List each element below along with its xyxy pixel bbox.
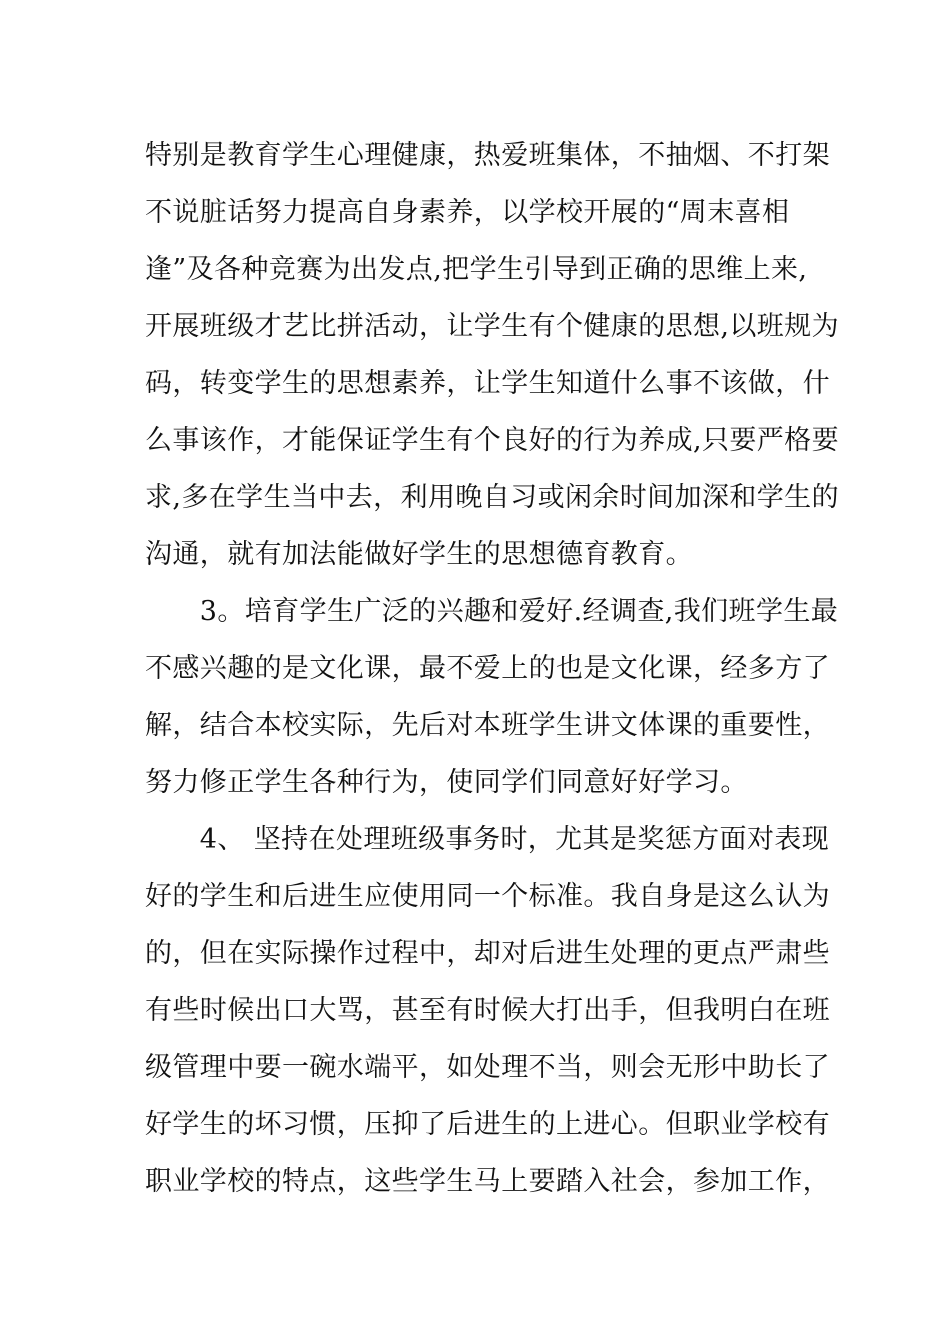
text-line: 级管理中要一碗水端平，如处理不当，则会无形中助长了 [145, 1052, 830, 1083]
text-line: 3。培育学生广泛的兴趣和爱好.经调查,我们班学生最 [145, 596, 839, 627]
text-line: 的，但在实际操作过程中，却对后进生处理的更点严肃些 [145, 938, 830, 969]
text-line: 好的学生和后进生应使用同一个标准。我自身是这么认为 [145, 881, 830, 912]
text-line: 好学生的坏习惯，压抑了后进生的上进心。但职业学校有 [145, 1109, 830, 1140]
text-line: 不感兴趣的是文化课，最不爱上的也是文化课，经多方了 [145, 653, 830, 684]
text-line: 有些时候出口大骂，甚至有时候大打出手，但我明白在班 [145, 995, 830, 1026]
text-line: 不说脏话努力提高自身素养，以学校开展的“周末喜相 [145, 197, 790, 228]
body-text [145, 127, 839, 1210]
text-line: 码，转变学生的思想素养，让学生知道什么事不该做，什 [145, 368, 830, 399]
text-line: 求,多在学生当中去，利用晚自习或闲余时间加深和学生的 [145, 482, 839, 513]
text-line: 逢”及各种竞赛为出发点,把学生引导到正确的思维上来, [145, 254, 808, 285]
text-line: 沟通，就有加法能做好学生的思想德育教育。 [145, 539, 693, 570]
text-line: 特别是教育学生心理健康，热爱班集体，不抽烟、不打架 [145, 140, 830, 171]
text-line: 解，结合本校实际，先后对本班学生讲文体课的重要性， [145, 710, 830, 741]
text-line: 职业学校的特点，这些学生马上要踏入社会，参加工作， [145, 1166, 830, 1197]
text-line: 4、 坚持在处理班级事务时，尤其是奖惩方面对表现 [145, 824, 830, 855]
text-line: 开展班级才艺比拼活动，让学生有个健康的思想,以班规为 [145, 311, 839, 342]
text-line: 么事该作，才能保证学生有个良好的行为养成,只要严格要 [145, 425, 839, 456]
text-line: 努力修正学生各种行为，使同学们同意好好学习。 [145, 767, 748, 798]
